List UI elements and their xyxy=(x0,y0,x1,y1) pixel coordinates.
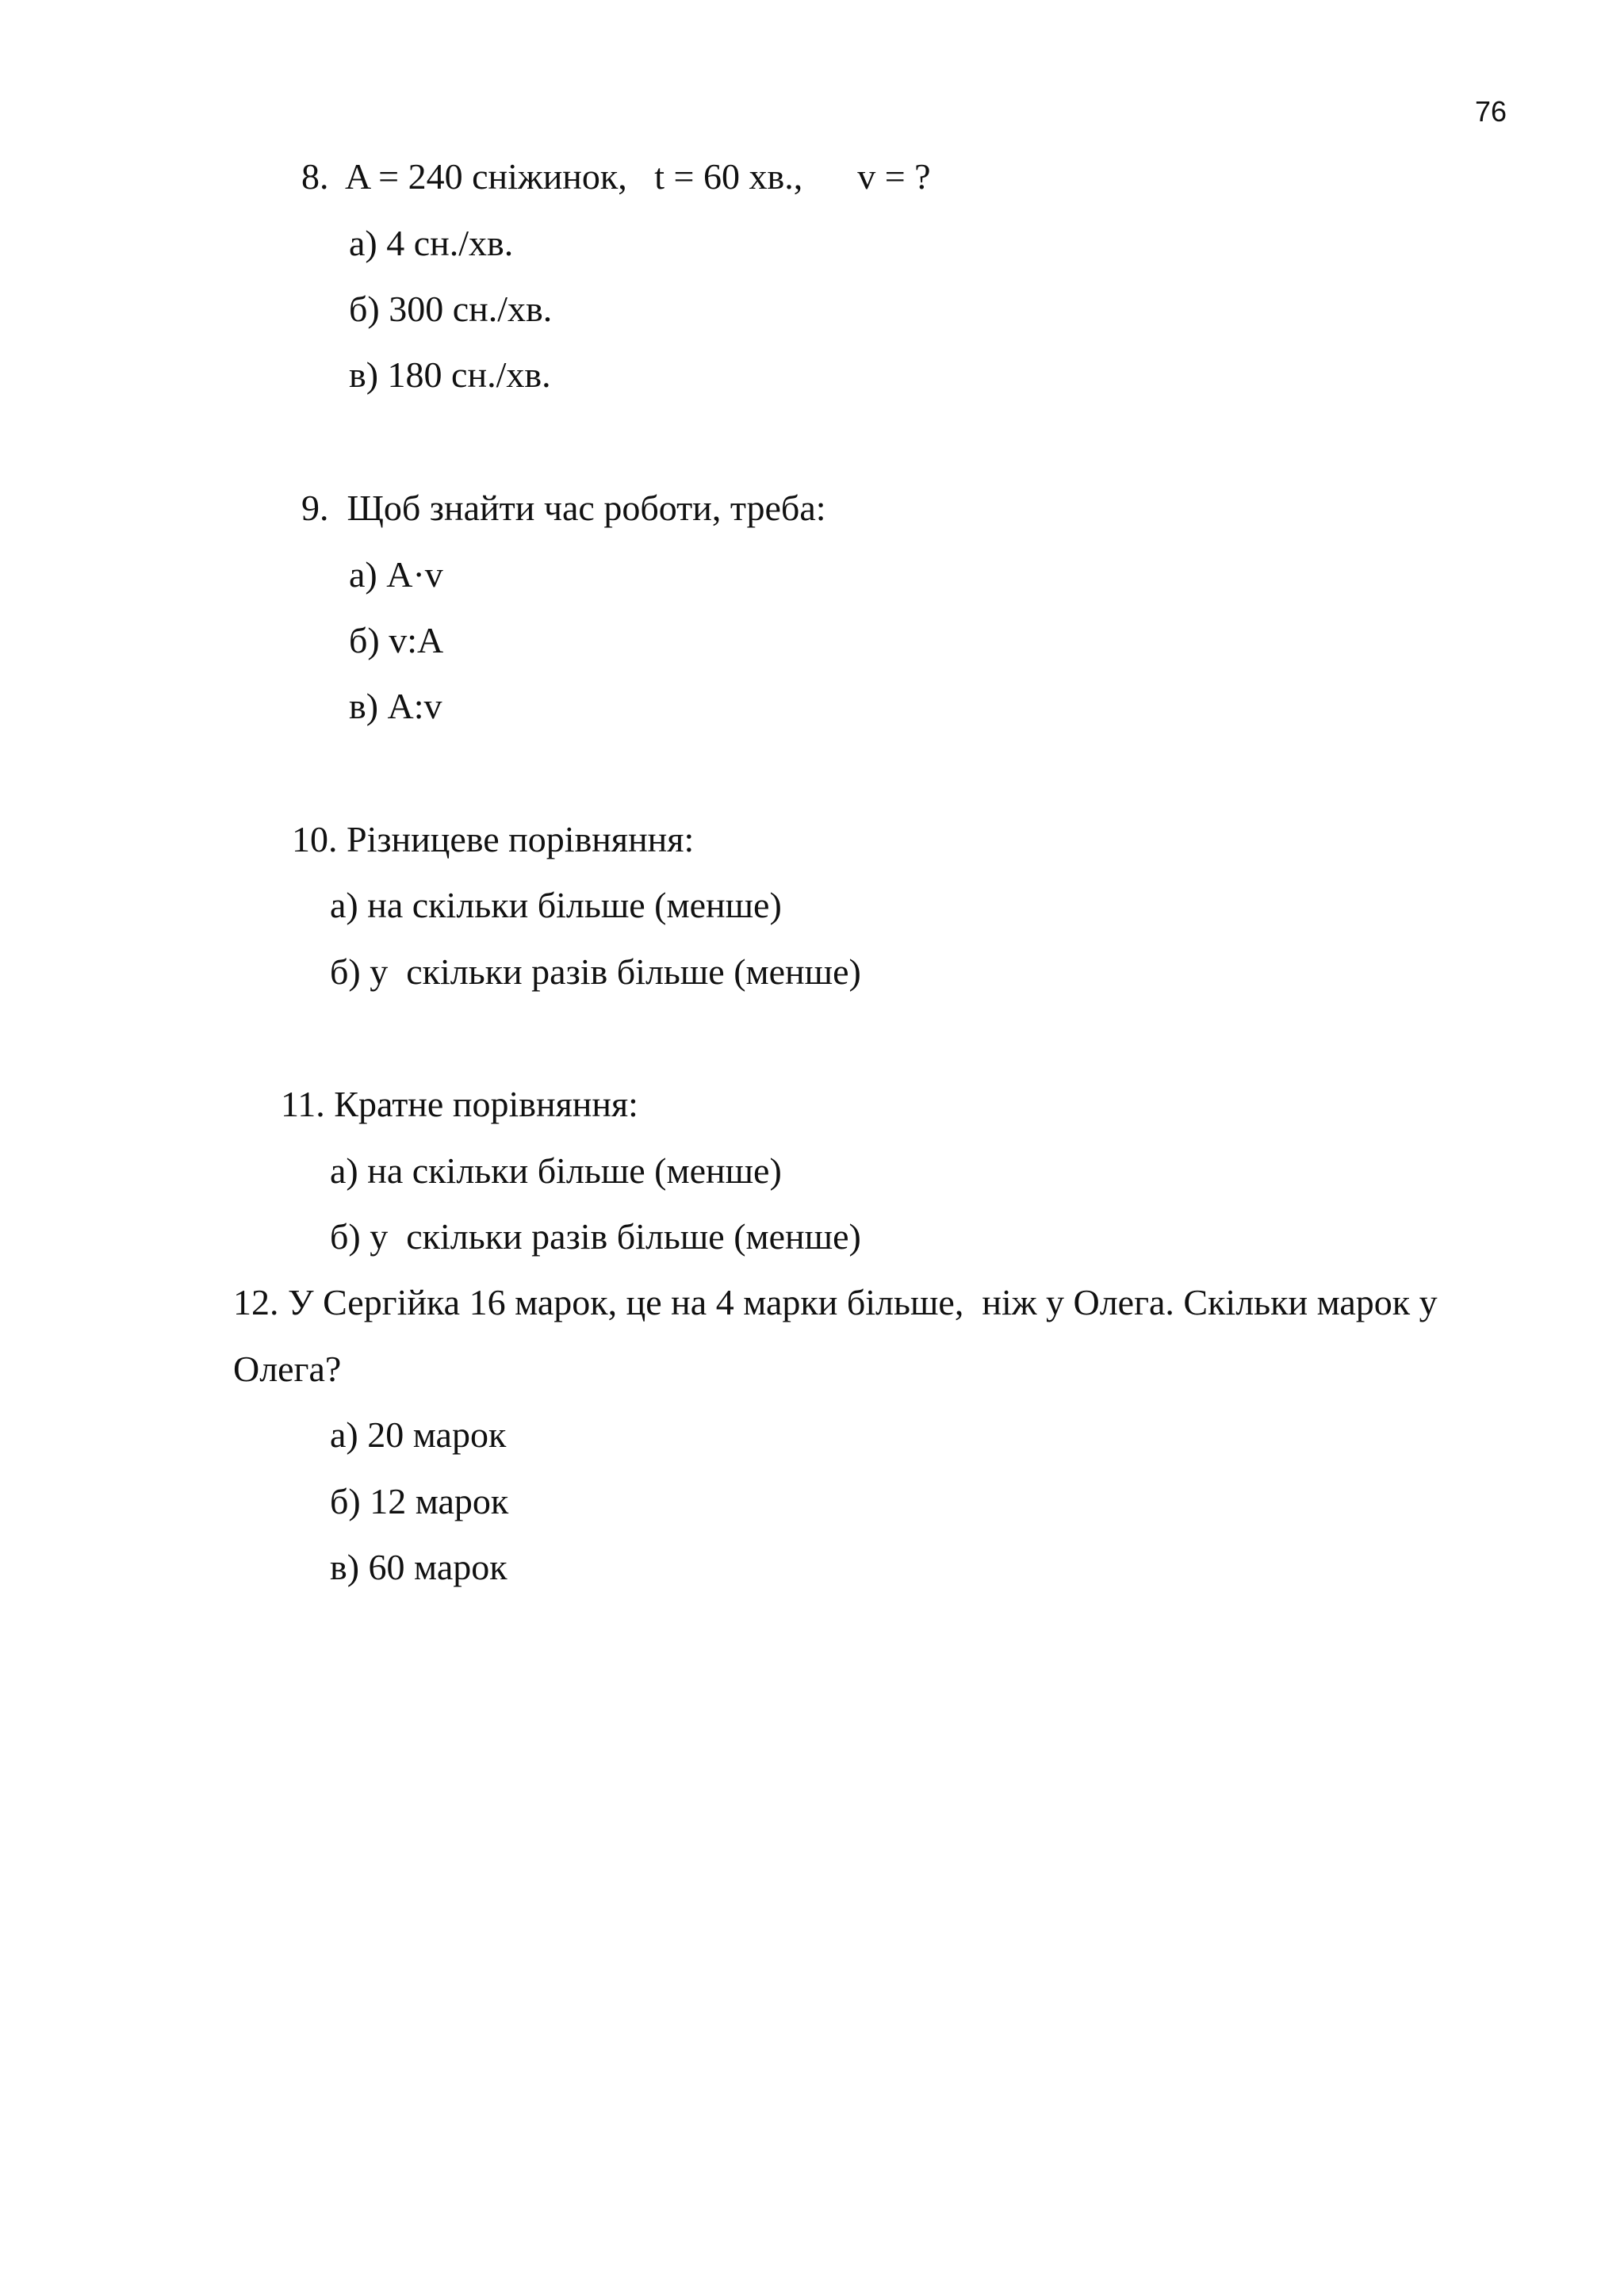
question-9-option-a: а) A·v xyxy=(349,554,443,595)
question-10-number: 10. xyxy=(292,819,338,859)
question-8-stem xyxy=(301,156,931,197)
question-10-stem xyxy=(292,821,694,858)
question-8-text: A = 240 сніжинок, t = 60 хв., v = ? xyxy=(344,156,931,197)
question-12-option-b: б) 12 марок xyxy=(330,1481,509,1521)
page-number: 76 xyxy=(1475,95,1507,128)
question-10-option-b: б) у скільки разів більше (менше) xyxy=(330,951,861,992)
question-8-option-b: б) 300 сн./хв. xyxy=(349,289,553,329)
question-11-option-a: а) на скільки більше (менше) xyxy=(330,1150,782,1191)
question-9-option-b: б) v:A xyxy=(349,620,444,660)
question-12-stem-line-2: Олега? xyxy=(233,1349,342,1389)
question-11-number: 11. xyxy=(281,1084,325,1124)
question-12-stem-line-1 xyxy=(233,1284,1438,1321)
question-11-option-b: б) у скільки разів більше (менше) xyxy=(330,1216,861,1257)
question-8-number: 8. xyxy=(301,156,329,197)
question-12-option-a: а) 20 марок xyxy=(330,1414,507,1455)
question-8-option-c: в) 180 сн./хв. xyxy=(349,354,551,395)
question-12-text: У Сергійка 16 марок, це на 4 марки більше, ніж у Олега. Скільки марок у xyxy=(288,1282,1438,1322)
question-9-stem xyxy=(301,490,826,526)
question-10-text: Різницеве порівняння: xyxy=(347,819,695,859)
question-12-option-c: в) 60 марок xyxy=(330,1547,508,1587)
question-10-option-a: а) на скільки більше (менше) xyxy=(330,885,782,925)
question-11-stem xyxy=(281,1086,638,1123)
question-12-number: 12. xyxy=(233,1282,279,1322)
question-9-text: Щоб знайти час роботи, треба: xyxy=(347,488,826,528)
question-9-number: 9. xyxy=(301,488,329,528)
question-9-option-c: в) A:v xyxy=(349,686,442,726)
question-11-text: Кратне порівняння: xyxy=(334,1084,638,1124)
question-8-option-a: а) 4 сн./хв. xyxy=(349,223,514,263)
